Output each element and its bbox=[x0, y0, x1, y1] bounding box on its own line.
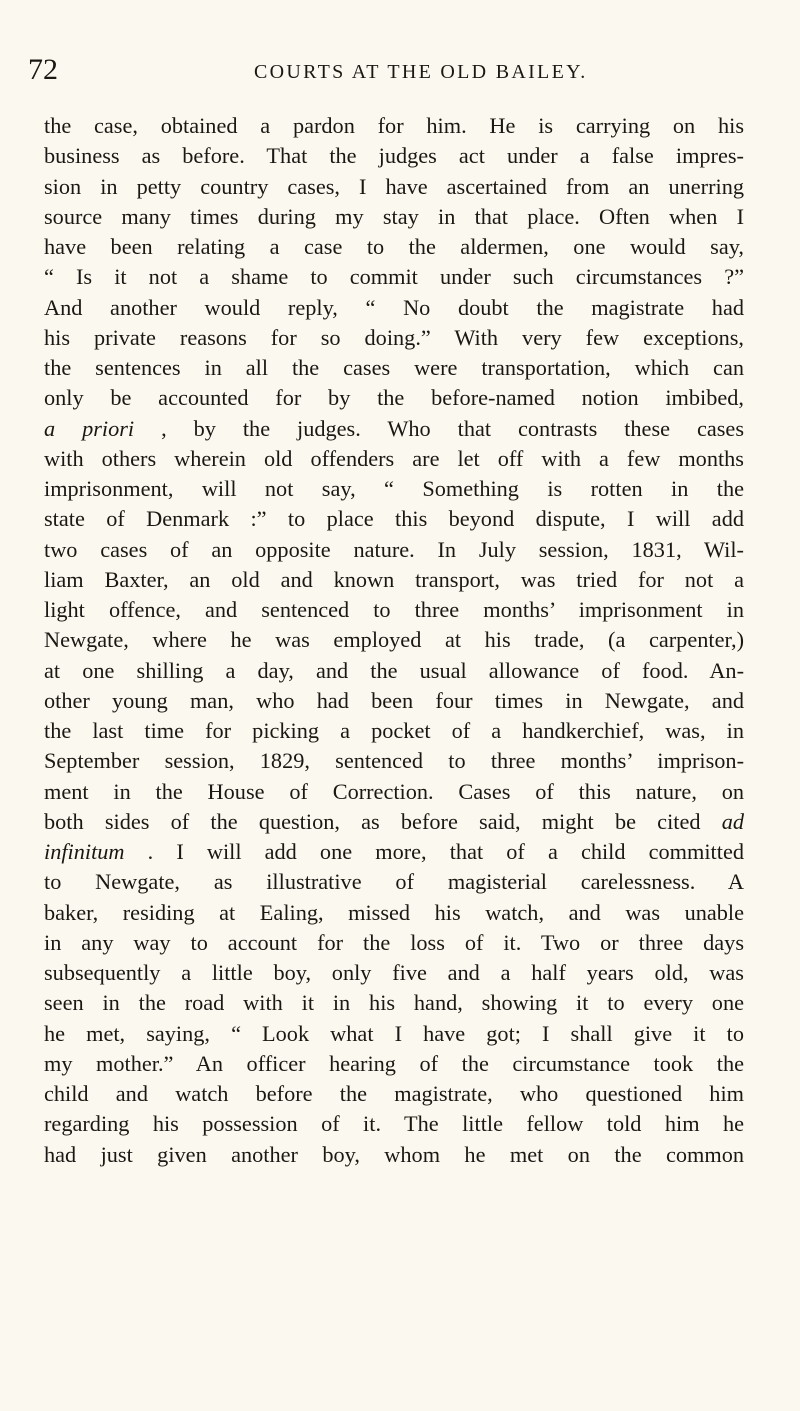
text-line: had just given another boy, whom he met on the common bbox=[44, 1141, 744, 1167]
text-line: business as before. That the judges act under a false impres- bbox=[44, 143, 744, 169]
text-line: to Newgate, as illustrative of magisterial carelessness. A bbox=[44, 869, 744, 895]
text-line: liam Baxter, an old and known transport, was tried for not a bbox=[44, 566, 744, 592]
text-line: he met, saying, “ Look what I have got; I shall give it to bbox=[44, 1020, 744, 1046]
text-line: state of Denmark :” to place this beyond dispute, I will add bbox=[44, 506, 744, 532]
text-line: other young man, who had been four times in Newgate, and bbox=[44, 687, 744, 713]
text-line: subsequently a little boy, only five and a half years old, was bbox=[44, 960, 744, 985]
text-line: the case, obtained a pardon for him. He is carrying on his bbox=[44, 113, 744, 138]
text-line: the last time for picking a pocket of a handkerchief, was, in bbox=[44, 718, 744, 743]
italic-phrase-a-priori: a priori bbox=[44, 415, 135, 441]
italic-phrase-ad: ad bbox=[721, 808, 744, 834]
text-line: seen in the road with it in his hand, showing it to every one bbox=[44, 990, 744, 1016]
text-line: his private reasons for so doing.” With very few exceptions, bbox=[44, 324, 744, 350]
text-line: And another would reply, “ No doubt the magistrate had bbox=[44, 294, 744, 320]
text-line: only be accounted for by the before-named notion imbibed, bbox=[44, 385, 744, 411]
text-line: two cases of an opposite nature. In July session, 1831, Wil- bbox=[44, 536, 744, 562]
running-head: COURTS AT THE OLD BAILEY. bbox=[254, 61, 588, 83]
text-line: Newgate, where he was employed at his trade, (a carpenter,) bbox=[44, 627, 744, 653]
text-line: with others wherein old offenders are let off with a few months bbox=[44, 445, 744, 471]
line-remainder: . I will add one more, that of a child committed bbox=[147, 839, 744, 864]
page-number: 72 bbox=[28, 53, 58, 86]
text-line: September session, 1829, sentenced to three months’ imprison- bbox=[44, 748, 744, 774]
text-line: baker, residing at Ealing, missed his watch, and was unable bbox=[44, 899, 744, 925]
text-line bbox=[44, 837, 744, 867]
body-text bbox=[44, 111, 744, 1170]
italic-phrase-infinitum: infinitum bbox=[44, 839, 125, 864]
line-remainder: , by the judges. Who that contrasts these cases bbox=[161, 415, 744, 441]
text-line: in any way to account for the loss of it. Two or three days bbox=[44, 929, 744, 955]
text-line bbox=[44, 414, 744, 444]
text-line: my mother.” An officer hearing of the circumstance took the bbox=[44, 1050, 744, 1076]
text-line: source many times during my stay in that place. Often when I bbox=[44, 203, 744, 229]
text-line: at one shilling a day, and the usual allowance of food. An- bbox=[44, 657, 744, 683]
text-line bbox=[44, 807, 744, 837]
text-line: child and watch before the magistrate, who questioned him bbox=[44, 1081, 744, 1106]
text-line: have been relating a case to the aldermen, one would say, bbox=[44, 234, 744, 259]
text-line: the sentences in all the cases were transportation, which can bbox=[44, 355, 744, 380]
text-line: regarding his possession of it. The little fellow told him he bbox=[44, 1111, 744, 1137]
page-header bbox=[0, 52, 800, 92]
text-line: light offence, and sentenced to three months’ imprisonment in bbox=[44, 597, 744, 622]
text-line: sion in petty country cases, I have ascertained from an unerring bbox=[44, 173, 744, 199]
text-line: “ Is it not a shame to commit under such circumstances ?” bbox=[44, 264, 744, 290]
line-start: both sides of the question, as before said, might be cited bbox=[44, 808, 722, 834]
text-line: imprisonment, will not say, “ Something is rotten in the bbox=[44, 476, 744, 501]
text-line: ment in the House of Correction. Cases of this nature, on bbox=[44, 778, 744, 804]
